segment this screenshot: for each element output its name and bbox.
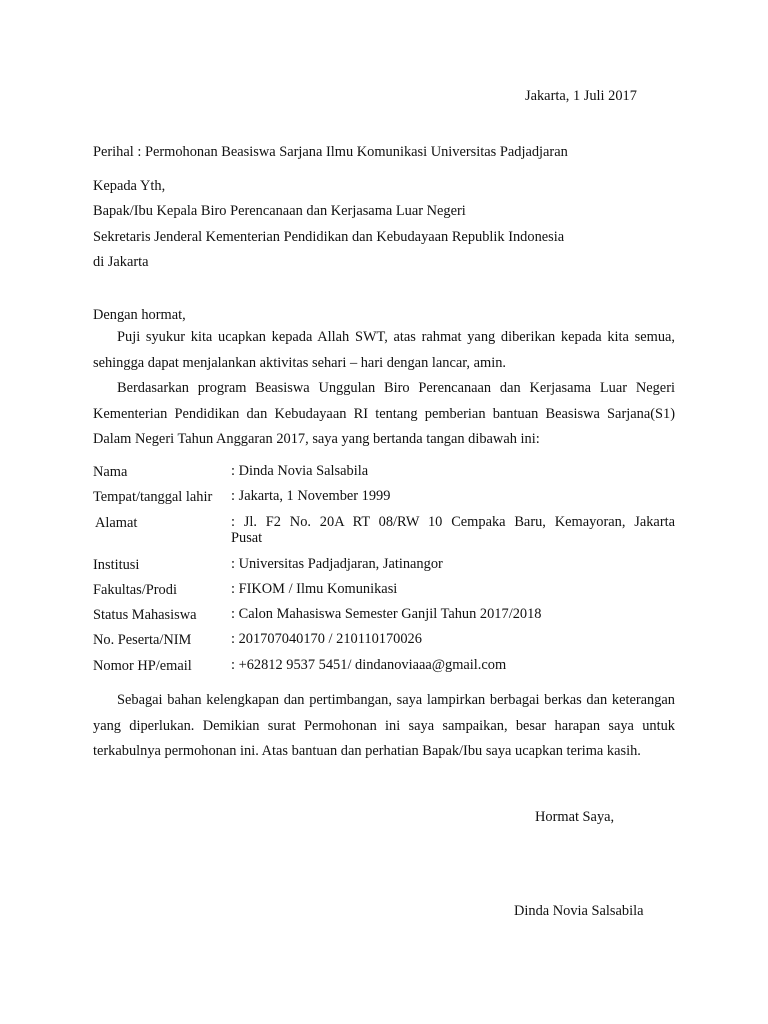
field-label: Nomor HP/email: [93, 658, 192, 674]
paragraph-program: Berdasarkan program Beasiswa Unggulan Biro Perencanaan dan Kerjasama Luar Negeri Kementerian Pendidikan dan Kebudayaan RI tentang pemberian bantuan Beasiswa Sarjana(S1) Dalam Negeri Tahun Anggaran 2017, saya yang bertanda tangan dibawah ini:: [93, 380, 675, 447]
closing-phrase: Hormat Saya,: [535, 809, 615, 825]
field-label: No. Peserta/NIM: [93, 632, 192, 648]
field-value: : +62812 9537 5451/ dindanoviaaa@gmail.com: [231, 657, 507, 673]
field-label: Alamat: [95, 515, 138, 531]
field-value: : Calon Mahasiswa Semester Ganjil Tahun 2017/2018: [231, 606, 542, 622]
address-line-2: Pusat: [231, 530, 263, 546]
address-line-1: : Jl. F2 No. 20A RT 08/RW 10 Cempaka Baru, Kemayoran, Jakarta: [231, 514, 675, 530]
place-date: Jakarta, 1 Juli 2017: [525, 88, 637, 104]
field-label: Status Mahasiswa: [93, 607, 197, 623]
paragraph-opening: Puji syukur kita ucapkan kepada Allah SWT, atas rahmat yang diberikan kepada kita semua, sehingga dapat menjalankan aktivitas sehari – hari dengan lancar, amin.: [93, 329, 675, 371]
field-label: Tempat/tanggal lahir: [93, 489, 213, 505]
field-value-address: [231, 514, 675, 546]
signer-name: Dinda Novia Salsabila: [514, 903, 644, 919]
field-value: : Jakarta, 1 November 1999: [231, 488, 391, 504]
field-value: : Dinda Novia Salsabila: [231, 463, 369, 479]
field-value: : FIKOM / Ilmu Komunikasi: [231, 581, 398, 597]
salutation: Dengan hormat,: [93, 307, 186, 323]
recipient-line-2: Sekretaris Jenderal Kementerian Pendidikan dan Kebudayaan Republik Indonesia: [93, 229, 565, 245]
subject-line: Perihal : Permohonan Beasiswa Sarjana Ilmu Komunikasi Universitas Padjadjaran: [93, 144, 568, 160]
recipient-line-3: di Jakarta: [93, 254, 149, 270]
recipient-greeting: Kepada Yth,: [93, 178, 166, 194]
field-label: Fakultas/Prodi: [93, 582, 177, 598]
paragraph-closing: Sebagai bahan kelengkapan dan pertimbangan, saya lampirkan berbagai berkas dan keterangan yang diperlukan. Demikian surat Permohonan ini saya sampaikan, besar harapan saya untuk terkabulnya permohonan ini. Atas bantuan dan perhatian Bapak/Ibu saya ucapkan terima kasih.: [93, 692, 675, 759]
recipient-line-1: Bapak/Ibu Kepala Biro Perencanaan dan Kerjasama Luar Negeri: [93, 203, 466, 219]
field-label: Nama: [93, 464, 128, 480]
field-value: : Universitas Padjadjaran, Jatinangor: [231, 556, 443, 572]
field-label: Institusi: [93, 557, 140, 573]
field-value: : 201707040170 / 210110170026: [231, 631, 422, 647]
